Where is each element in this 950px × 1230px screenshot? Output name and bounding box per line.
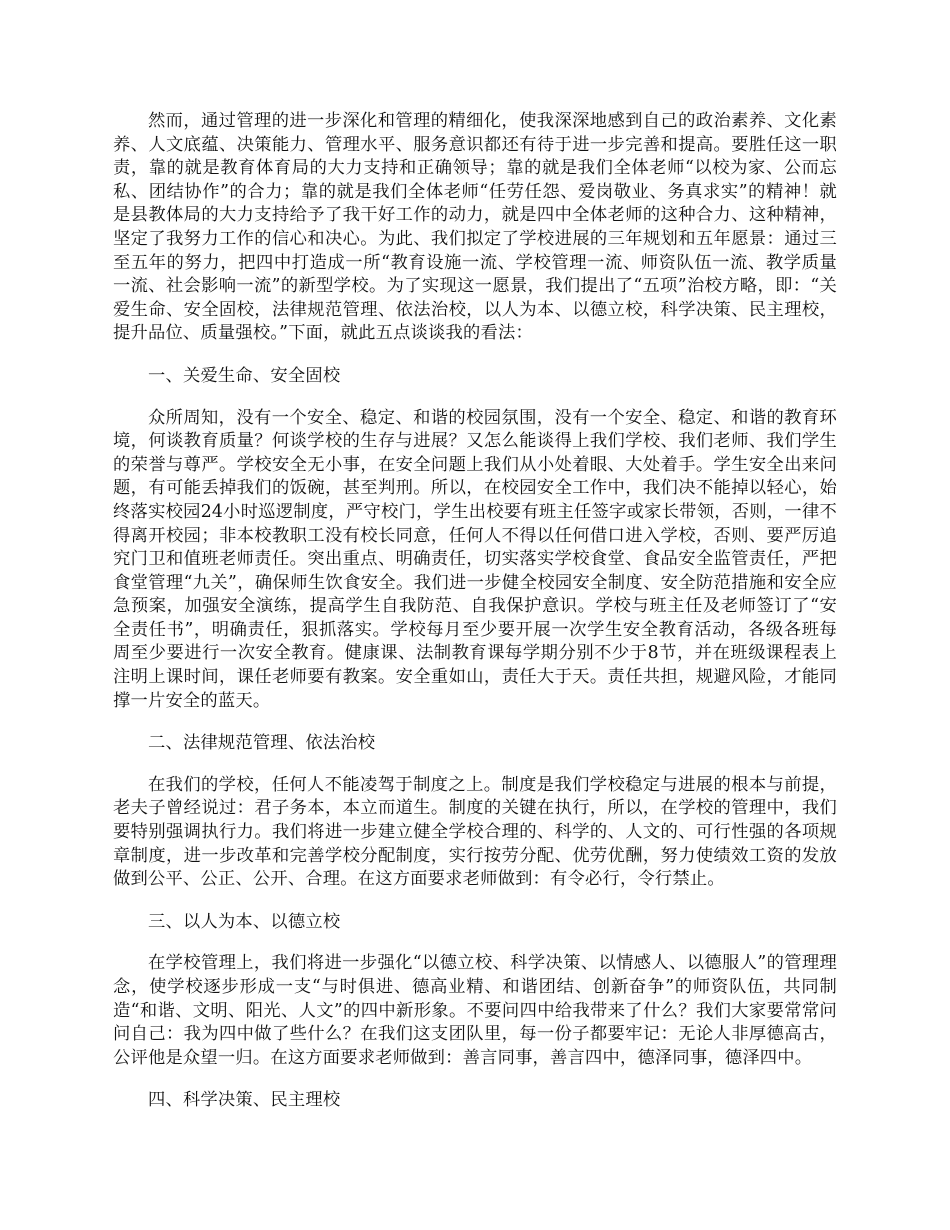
safety-paragraph: 众所周知，没有一个安全、稳定、和谐的校园氛围，没有一个安全、稳定、和谐的教育环境，何谈教育质量？何谈学校的生存与进展？又怎么能谈得上我们学校、我们老师、我们学生的荣誉与尊严。学校安全无小事，在安全问题上我们从小处着眼、大处着手。学生安全出来问题，有可能丢掉我们的饭碗，甚至判刑。所以，在校园安全工作中，我们决不能掉以轻心，始终落实校园24小时巡逻制度，严守校门，学生出校要有班主任签字或家长带领，否则，一律不得离开校园；非本校教职工没有校长同意，任何人不得以任何借口进入学校，否则、要严厉追究门卫和值班老师责任。突出重点、明确责任，切实落实学校食堂、食品安全监管责任，严把食堂管理“九关”，确保师生饮食安全。我们进一步健全校园安全制度、安全防范措施和安全应急预案，加强安全演练，提高学生自我防范、自我保护意识。学校与班主任及老师签订了“安全责任书”，明确责任，狠抓落实。学校每月至少要开展一次学生安全教育活动，各级各班每周至少要进行一次安全教育。健康课、法制教育课每学期分别不少于8节，并在班级课程表上注明上课时间，课任老师要有教案。安全重如山，责任大于天。责任共担，规避风险，才能同撑一片安全的蓝天。 [113, 407, 837, 711]
people-paragraph: 在学校管理上，我们将进一步强化“以德立校、科学决策、以情感人、以德服人”的管理理念，使学校逐步形成一支“与时俱进、德高业精、和谐团结、创新奋争”的师资队伍，共同制造“和谐、文明、阳光、人文”的四中新形象。不要问四中给我带来了什么？我们大家要常常问问自己：我为四中做了些什么？在我们这支团队里，每一份子都要牢记：无论人非厚德高古，公评他是众望一归。在这方面要求老师做到：善言同事，善言四中，德泽同事，德泽四中。 [113, 953, 837, 1068]
section-heading-people: 三、以人为本、以德立校 [148, 911, 341, 932]
intro-paragraph: 然而，通过管理的进一步深化和管理的精细化，使我深深地感到自己的政治素养、文化素养、人文底蕴、决策能力、管理水平、服务意识都还有待于进一步完善和提高。要胜任这一职责，靠的就是教育体育局的大力支持和正确领导；靠的就是我们全体老师“以校为家、公而忘私、团结协作”的合力；靠的就是我们全体老师“任劳任怨、爱岗敬业、务真求实”的精神！就是县教体局的大力支持给予了我干好工作的动力，就是四中全体老师的这种合力、这种精神，坚定了我努力工作的信心和决心。为此、我们拟定了学校进展的三年规划和五年愿景：通过三至五年的努力，把四中打造成一所“教育设施一流、学校管理一流、师资队伍一流、教学质量一流、社会影响一流”的新型学校。为了实现这一愿景，我们提出了“五项”治校方略，即：“关爱生命、安全固校，法律规范管理、依法治校，以人为本、以德立校，科学决策、民主理校，提升品位、质量强校。”下面，就此五点谈谈我的看法： [113, 111, 837, 344]
section-heading-law: 二、法律规范管理、依法治校 [148, 733, 376, 754]
section-heading-decision: 四、科学决策、民主理校 [148, 1090, 341, 1111]
section-heading-safety: 一、关爱生命、安全固校 [148, 365, 341, 386]
document-body [113, 110, 837, 1113]
law-paragraph: 在我们的学校，任何人不能凌驾于制度之上。制度是我们学校稳定与进展的根本与前提，老夫子曾经说过：君子务本，本立而道生。制度的关键在执行，所以，在学校的管理中，我们要特别强调执行力。我们将进一步建立健全学校合理的、科学的、人文的、可行性强的各项规章制度，进一步改革和完善学校分配制度，实行按劳分配、优劳优酬，努力使绩效工资的发放做到公平、公正、公开、合理。在这方面要求老师做到：有令必行，令行禁止。 [113, 774, 837, 890]
